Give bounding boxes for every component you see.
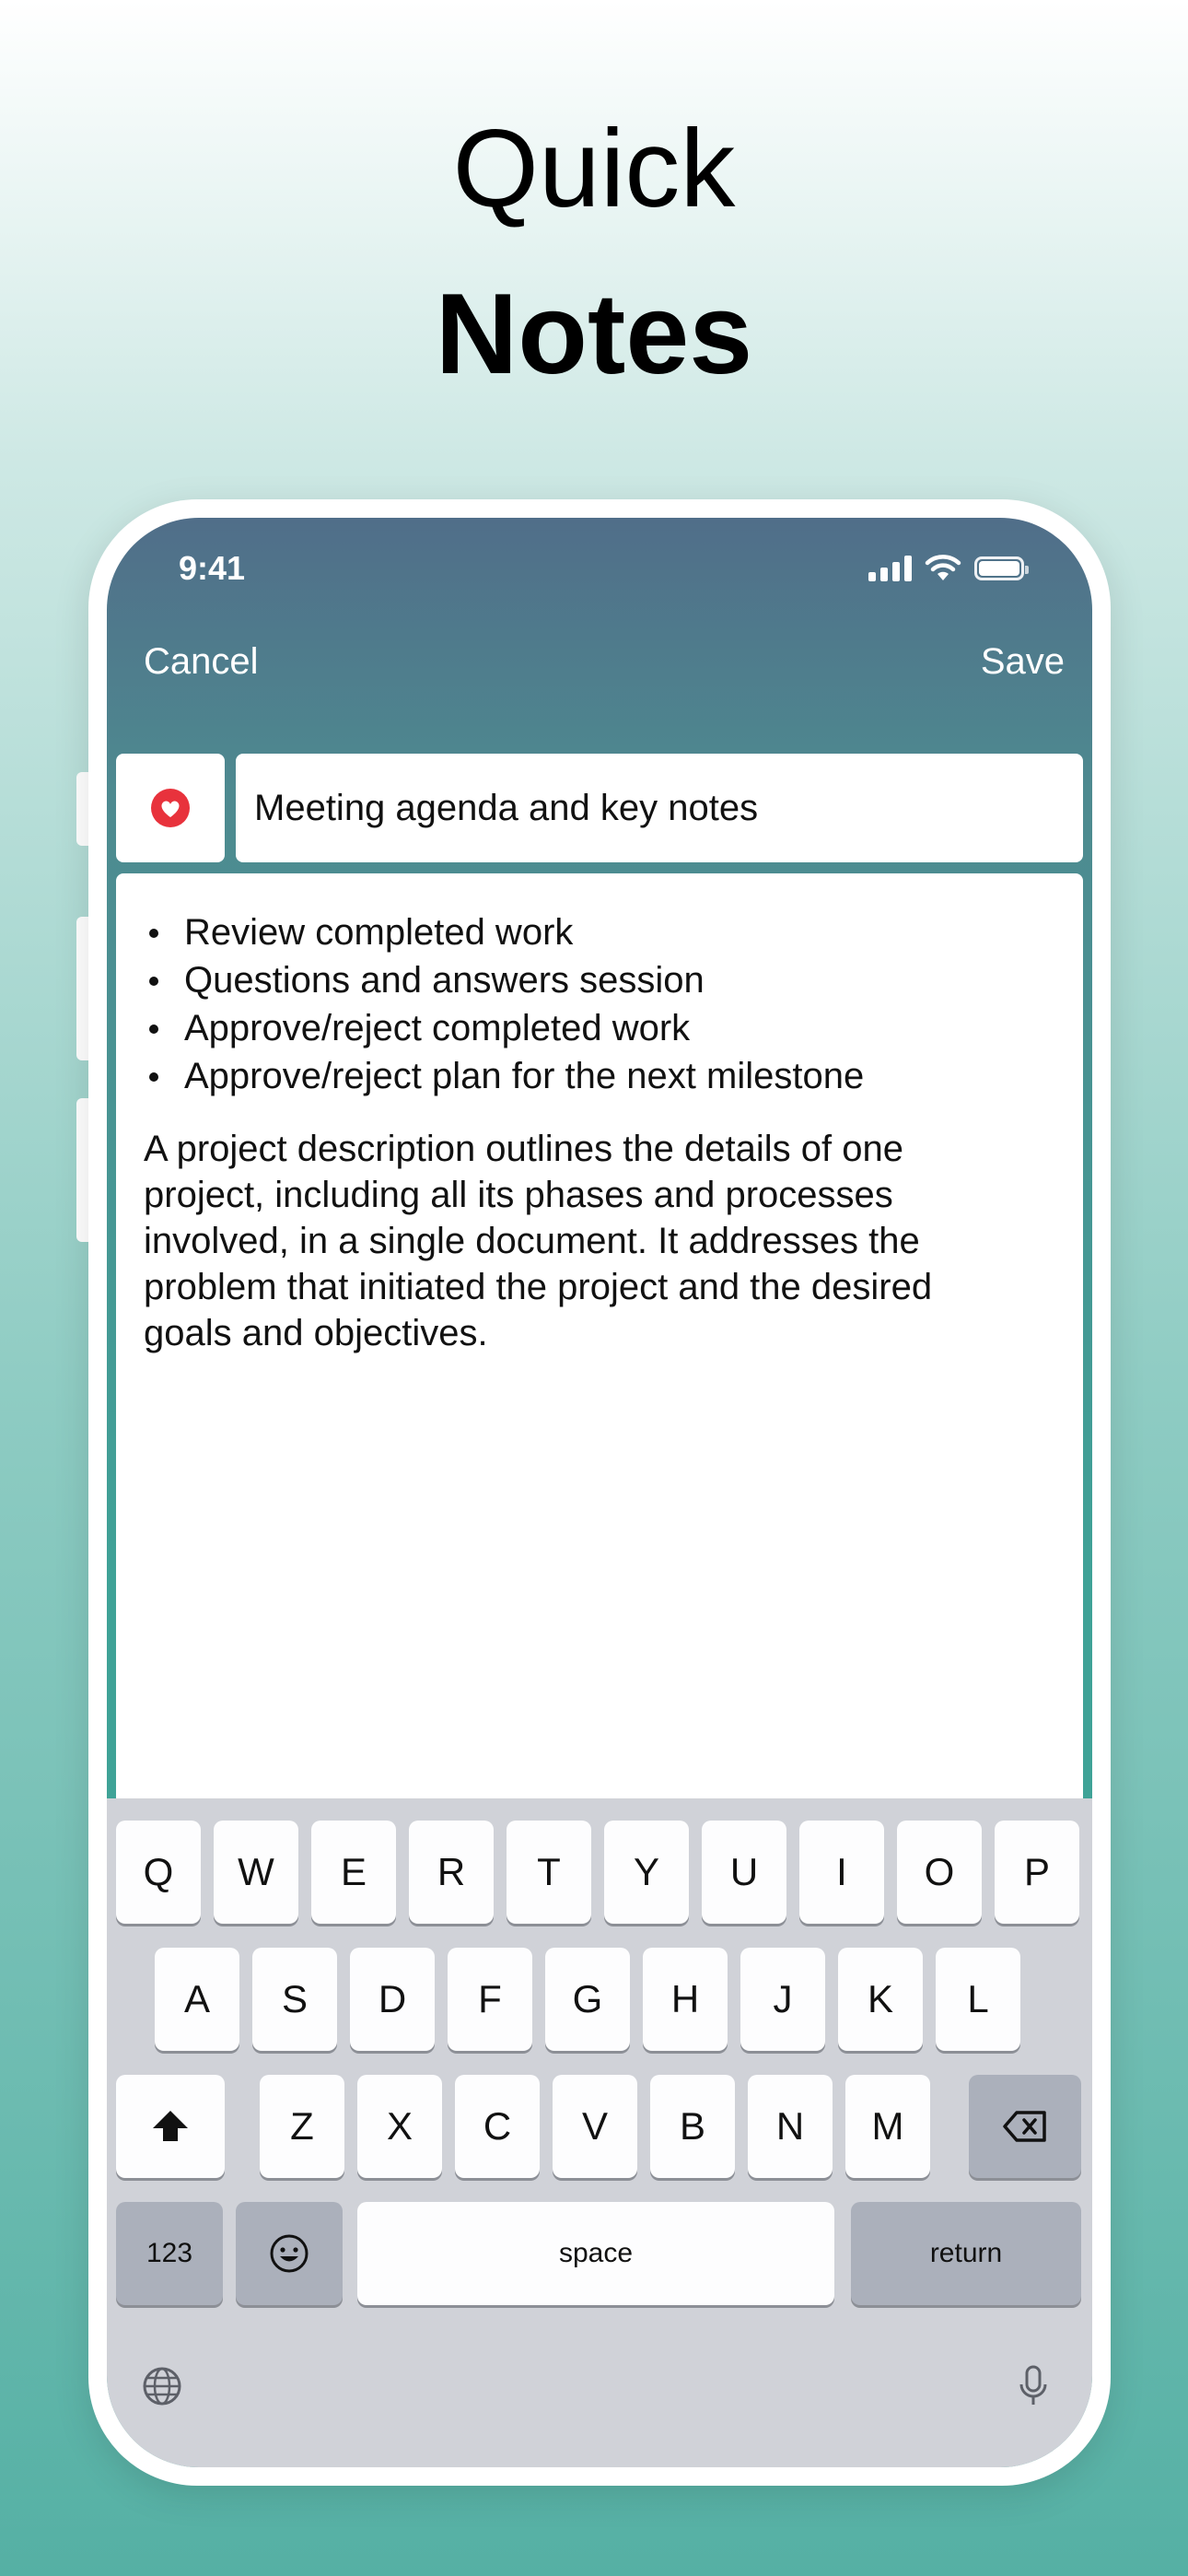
key-s[interactable]: S [252, 1948, 337, 2051]
wifi-icon [925, 555, 961, 582]
key-h[interactable]: H [643, 1948, 728, 2051]
globe-button[interactable] [140, 2364, 184, 2408]
return-key[interactable]: return [851, 2202, 1081, 2305]
shift-icon [150, 2108, 191, 2145]
key-m[interactable]: M [845, 2075, 930, 2178]
key-e[interactable]: E [311, 1821, 396, 1924]
delete-key[interactable] [969, 2075, 1081, 2178]
key-o[interactable]: O [897, 1821, 982, 1924]
cancel-button[interactable]: Cancel [144, 641, 259, 682]
battery-icon [974, 556, 1024, 580]
microphone-icon [1017, 2364, 1050, 2408]
list-item: Approve/reject plan for the next milestone [144, 1052, 1052, 1100]
agenda-list [144, 908, 1052, 1100]
note-body-editor[interactable] [116, 873, 1083, 1813]
key-n[interactable]: N [748, 2075, 833, 2178]
key-b[interactable]: B [650, 2075, 735, 2178]
globe-icon [142, 2366, 182, 2406]
key-z[interactable]: Z [260, 2075, 344, 2178]
key-c[interactable]: C [455, 2075, 540, 2178]
paragraph-line: involved, in a single document. It addresses the [144, 1221, 920, 1261]
numbers-key[interactable]: 123 [116, 2202, 223, 2305]
list-item: Review completed work [144, 908, 1052, 956]
headline-quick: Quick [452, 107, 736, 230]
paragraph-line: goals and objectives. [144, 1313, 488, 1353]
key-d[interactable]: D [350, 1948, 435, 2051]
status-icons [868, 555, 1024, 582]
paragraph-line: problem that initiated the project and the desired [144, 1267, 933, 1307]
key-r[interactable]: R [409, 1821, 494, 1924]
list-item: Questions and answers session [144, 956, 1052, 1004]
note-paragraph [144, 1126, 1052, 1356]
shift-key[interactable] [116, 2075, 225, 2178]
key-j[interactable]: J [740, 1948, 825, 2051]
note-title-text: Meeting agenda and key notes [254, 787, 759, 828]
note-title-field[interactable] [236, 754, 1083, 862]
key-q[interactable]: Q [116, 1821, 201, 1924]
list-item: Approve/reject completed work [144, 1004, 1052, 1052]
key-v[interactable]: V [553, 2075, 637, 2178]
key-f[interactable]: F [448, 1948, 532, 2051]
heart-icon [150, 788, 191, 828]
key-g[interactable]: G [545, 1948, 630, 2051]
key-i[interactable]: I [799, 1821, 884, 1924]
key-t[interactable]: T [507, 1821, 591, 1924]
key-x[interactable]: X [357, 2075, 442, 2178]
paragraph-line: A project description outlines the details of one [144, 1129, 903, 1169]
cellular-signal-icon [868, 556, 912, 581]
phone-screen [107, 518, 1092, 2467]
key-w[interactable]: W [214, 1821, 298, 1924]
save-button[interactable]: Save [980, 641, 1065, 682]
key-p[interactable]: P [995, 1821, 1079, 1924]
key-y[interactable]: Y [604, 1821, 689, 1924]
keyboard [107, 1798, 1092, 2467]
key-a[interactable]: A [155, 1948, 239, 2051]
key-l[interactable]: L [936, 1948, 1020, 2051]
emoji-icon [269, 2233, 309, 2274]
status-time: 9:41 [179, 549, 246, 587]
backspace-icon [1002, 2110, 1048, 2143]
note-icon-picker[interactable] [116, 754, 225, 862]
key-u[interactable]: U [702, 1821, 786, 1924]
paragraph-line: project, including all its phases and processes [144, 1175, 893, 1215]
emoji-key[interactable] [236, 2202, 343, 2305]
space-key[interactable]: space [357, 2202, 834, 2305]
key-k[interactable]: K [838, 1948, 923, 2051]
dictation-button[interactable] [1011, 2364, 1055, 2408]
headline-notes: Notes [435, 271, 753, 398]
